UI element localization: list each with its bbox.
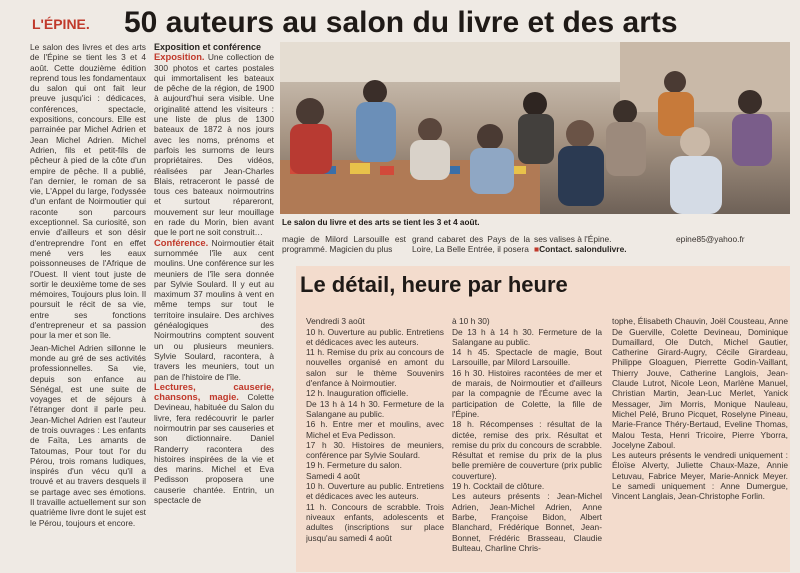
intro-paragraph: Le salon des livres et des arts de l'Épine se tient les 3 et 4 août. Cette douzième édition reprend tous les fondamentaux du salon qui ont fait leur preuve jusqu'ici : dédicaces, conférences, spectacle, expositions, concours. Elle est parrainée par Michel Adrien et Jean Michel Adrien. Michel Adrien, fils et petit-fils de pêcheur à pied de la côte d'un empire de pêche. Il a publié, l'an dernier, le roman de sa vie, L'Appel du large, l'odyssée d'un enfant de Noirmoutier qui raconte son parcours exceptionnel. Sa curiosité, son envie d'ailleurs et son désir d'entreprendre l'ont en effet mené vers les eaux poissonneuses de l'Afrique de l'Ouest. Il vient tout juste de sortir le deuxième tome de ses mémoires, Toujours plus loin. Il poursuit le récit de sa vie, entre ses fonctions d'entrepreneur et sa passion pour la mer et son île. bbox=[30, 42, 146, 341]
column-intro bbox=[30, 42, 146, 570]
column-magic bbox=[282, 234, 406, 264]
schedule-column-2 bbox=[452, 306, 602, 570]
section-heading: Exposition et conférence bbox=[154, 42, 262, 52]
location-kicker: L'ÉPINE. bbox=[32, 16, 90, 32]
email-address: epine85@yahoo.fr bbox=[676, 234, 745, 244]
lectures-paragraph: Lectures, causerie, chansons, magie. Colette Devineau, habituée du Salon du livre, fera redécouvrir le parler noirmoutrin par ses causeries et son dictionnaire. Daniel Randerry racontera des histoires inspirées de la vie et des marins. Michel et Eva Pedisson proposera une causerie chantée. Entrin, un spectacle de bbox=[154, 380, 274, 506]
column-cabaret bbox=[412, 234, 530, 264]
conference-paragraph: Conférence. Noirmoutier était surnommée l'île aux cent moulins. Une conférence sur les meuniers de l'île sera donnée par Sylvie Soulard. Il y eut au maximum 37 moulins à vent en même temps sur tout le territoire insulaire. Des archives généalogiques des Noirmoutrins comptent souvent un ou plusieurs meuniers. Sylvie Soulard, racontera, à travers les meuniers, tout un pan de l'histoire de l'île. bbox=[154, 236, 274, 382]
column-email bbox=[676, 234, 790, 264]
schedule-column-1 bbox=[306, 306, 444, 570]
photo-caption: Le salon du livre et des arts se tient les 3 et 4 août. bbox=[282, 218, 480, 227]
article-header bbox=[28, 6, 788, 40]
exposition-paragraph: Exposition. Une collection de 300 photos et cartes postales qui immortalisent les bateaux de pêche de la région, de 1900 à aujourd'hui sera visible. Une originalité attend les visiteurs : une liste de plus de 1300 bateaux de 1872 à nos jours avec les noms, prénoms et parfois les surnoms de leurs propriétaires. Des vidéos, réalisées par Jean-Charles Blais, retraceront le passé de tous ces bateaux noirmoutrins et surtout répareront, mouvement sur leur mouillage en rade du Morin, bien avant que le port ne soit construit… bbox=[154, 51, 274, 238]
schedule-title: Le détail, heure par heure bbox=[300, 272, 568, 297]
column-exposition bbox=[154, 42, 274, 570]
cabaret-paragraph: grand cabaret des Pays de la Loire, La Belle Entrée, il posera bbox=[412, 234, 530, 255]
salon-photo bbox=[280, 42, 790, 214]
contact-marker: ■ bbox=[534, 244, 540, 255]
contact-line: ses valises à l'Épine. bbox=[534, 234, 612, 244]
schedule-text: Vendredi 3 août 10 h. Ouverture au public. Entretiens et dédicaces avec les auteurs. 11 h. Remise du prix au concours de nouvelles organisé en amont du salon sur le thème Souvenirs d'enfance à Noirmoutier. 12 h. Inauguration officielle. De 13 h à 14 h 30. Fermeture de la Salangane au public. 16 h. Entre mer et moulins, avec Michel et Eva Pedisson. 17 h 30. Histoires de meuniers, conférence par Sylvie Soulard. 19 h. Fermeture du salon. Samedi 4 août 10 h. Ouverture au public. Entretiens et dédicaces avec les auteurs. 11 h. Concours de scrabble. Trois niveaux enfants, adolescents et adultes (inscriptions sur place jusqu'au samedi 4 août bbox=[306, 316, 444, 543]
schedule-text: à 10 h 30) De 13 h à 14 h 30. Fermeture de la Salangane au public. 14 h 45. Spectacle de magie, Bout Larsouille, par Milord Larsouille. 16 h 30. Histoires racontées de mer et de marais, de Noirmoutier et d'ailleurs par la compagnie de l'Écume avec la participation de Colette, la fille de l'Épine. 18 h. Récompenses : résultat de la dictée, remise des prix. Résultat et remise du prix du concours de scrabble. Résultat et remise du prix de la plus belle première de couverture (prix public couverture). 19 h. Cocktail de clôture. Les auteurs présents : Jean-Michel Adrien, Jean-Michel Adrien, Anne Barbe, Françoise Bidon, Albert Blanchard, Frédérique Bonnet, Jean-Bonnet, Frédéric Brasseau, Claudie Bulteau, Charline Chris- bbox=[452, 316, 602, 553]
schedule-column-3 bbox=[612, 306, 788, 570]
headline: 50 auteurs au salon du livre et des arts bbox=[124, 6, 678, 39]
magic-paragraph: magie de Milord Larsouille est programmé. Magicien du plus bbox=[282, 234, 406, 255]
schedule-text: tophe, Élisabeth Chauvin, Joël Cousteau, Anne De Guerville, Colette Devineau, Dominique Dumaillard, Ole Dutch, Michel Gautier, Catherine Girard-Augry, Cécile Girardeau, Philippe Gloaguen, Pierrette Godin-Vaillant, Thierry Jouve, Catherine Langlois, Jean-Claude Lutrot, Nicole Leon, Marlène Manuel, Christian Martin, Jean-Luc Merlet, Yanick Messager, Jim Morris, Monique Nauleau, Michel Pelé, Bruno Picquet, Roselyne Pineau, Marie-France Théry-Bertaud, Eveline Thomas, Malou Testa, Henri Tricoire, Pierre Yborra, Jocelyne Zaboul. Les auteurs présents le vendredi uniquement : Éloïse Alverty, Juliette Chaux-Maze, Annie Letuvau, Fabrice Meyer, Marie-Annick Meyer. Le samedi uniquement : Anne Dumergue, Vincent Langlais, Jean-Christophe Forlin. bbox=[612, 316, 788, 502]
intro-paragraph: Jean-Michel Adrien sillonne le monde au gré de ses activités professionnelles. Sa vie, depuis son enfance au Sénégal, est une suite de voyages et de séjours à l'étranger dont il parle peu. Jean-Michel Adrien est l'auteur de trois ouvrages : Les enfants de Faïta, Les amants de Tatoumas, Pour tout l'or du Pérou, trois romans ludiques, inspirés d'un vécu qu'il a trouvé et au travers desquels il se partage avec ses émotions. Il travaille actuellement sur son quatrième livre dont le sujet est le Pérou, toujours et encore. bbox=[30, 342, 146, 528]
contact-paragraph: ■Contact. salondulivre. bbox=[534, 244, 627, 255]
column-contact bbox=[534, 234, 654, 264]
crowd-image bbox=[280, 42, 790, 214]
